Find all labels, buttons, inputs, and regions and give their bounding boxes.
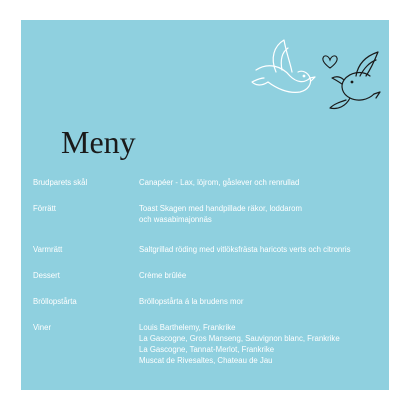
dish-line: Louis Barthelemy, Frankrike [139,323,236,332]
menu-title: Meny [61,124,136,160]
dish-description [139,296,383,307]
dish-line: Bröllopstårta á la brudens mor [139,297,244,306]
dish-line: Canapéer - Lax, löjrom, gåslever och renrullad [139,178,300,187]
menu-card [21,20,389,390]
dish-line: La Gascogne, Gros Manseng, Sauvignon blanc, Frankrike [139,334,340,343]
bird-icon [252,40,315,92]
dish-line: Muscat de Rivesaltes, Chateau de Jau [139,356,273,365]
bird-icon [330,52,380,109]
course-name: Förrätt [33,204,56,213]
dish-line: Crème brûlée [139,271,187,280]
course-name: Brudparets skål [33,178,88,187]
heart-icon [323,56,337,68]
birds-decoration [246,32,386,122]
dish-line: La Gascogne, Tannat-Merlot, Frankrike [139,345,275,354]
dish-description [139,322,383,366]
course-name: Dessert [33,271,60,280]
course-name: Varmrätt [33,245,63,254]
dish-description [139,203,383,225]
course-name: Viner [33,323,52,332]
dish-description [139,244,383,255]
dish-line: Toast Skagen med handpillade räkor, loddarom [139,204,302,213]
dish-line: Saltgrillad röding med vitlöksfrästa haricots verts och citronris [139,245,351,254]
dish-description [139,177,383,188]
dish-description [139,270,383,281]
course-name: Bröllopstårta [33,297,77,306]
dish-line: och wasabimajonnäs [139,215,212,224]
